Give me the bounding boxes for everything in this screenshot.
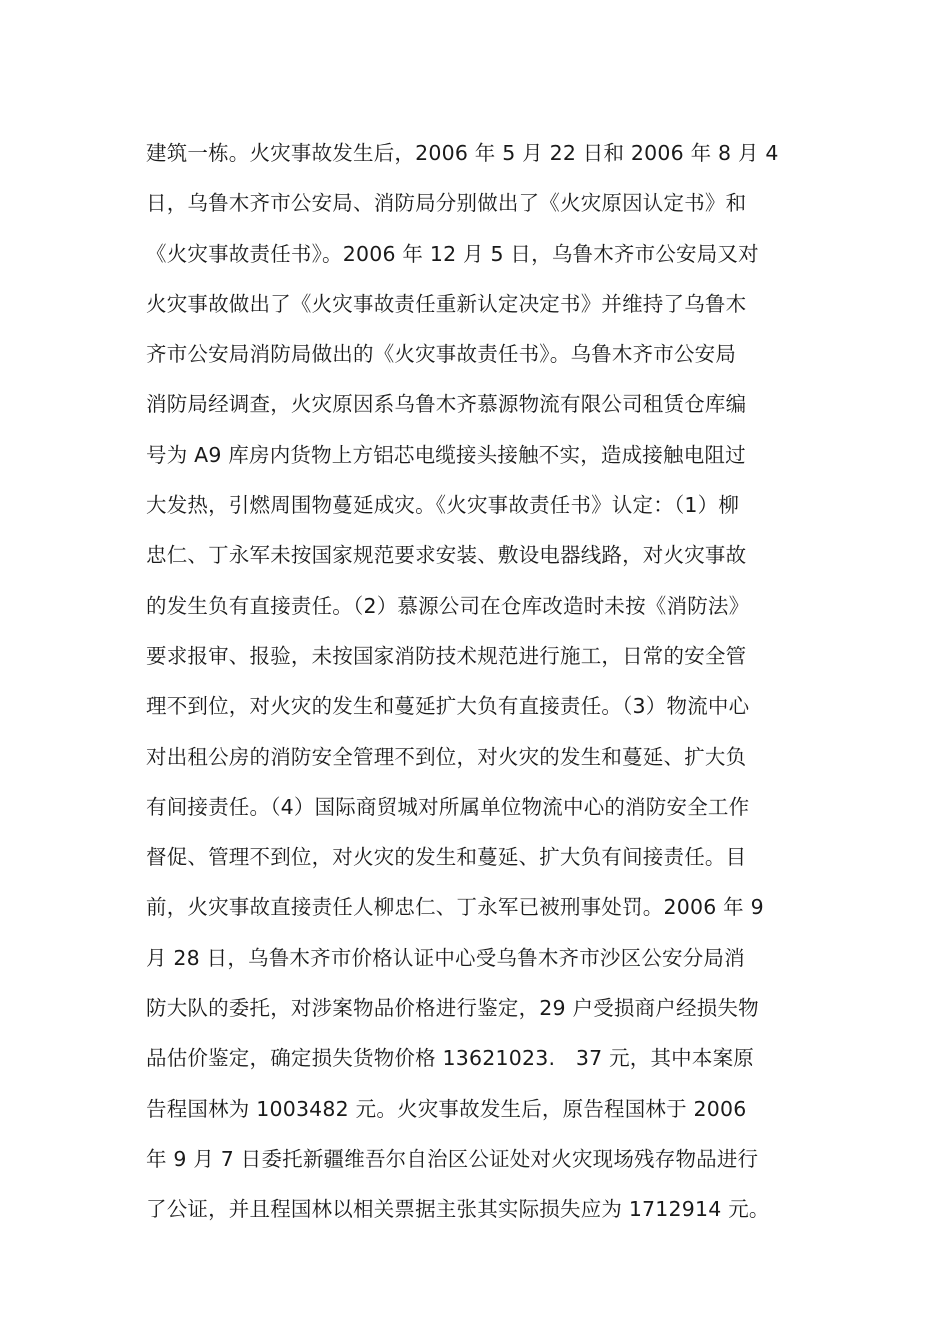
text-line: 火灾事故做出了《火灾事故责任重新认定决定书》并维持了乌鲁木: [146, 291, 747, 316]
text-line: 《火灾事故责任书》。2006 年 12 月 5 日，乌鲁木齐市公安局又对: [146, 241, 759, 266]
text-line: 忠仁、丁永军未按国家规范要求安装、敷设电器线路，对火灾事故: [146, 543, 747, 568]
text-line: 前，火灾事故直接责任人柳忠仁、丁永军已被刑事处罚。2006 年 9: [146, 895, 764, 920]
text-line: 告程国林为 1003482 元。火灾事故发生后，原告程国林于 2006: [146, 1096, 747, 1121]
text-line: 齐市公安局消防局做出的《火灾事故责任书》。乌鲁木齐市公安局: [146, 342, 737, 367]
text-line: 有间接责任。（4）国际商贸城对所属单位物流中心的消防安全工作: [146, 794, 750, 819]
text-line: 的发生负有直接责任。（2）慕源公司在仓库改造时未按《消防法》: [146, 593, 750, 618]
text-line: 要求报审、报验，未按国家消防技术规范进行施工，日常的安全管: [146, 643, 747, 668]
body-text: [146, 128, 826, 1235]
text-line: 消防局经调查，火灾原因系乌鲁木齐慕源物流有限公司租赁仓库编: [146, 392, 747, 417]
text-line: 了公证，并且程国林以相关票据主张其实际损失应为 1712914 元。: [146, 1197, 770, 1222]
text-line: 号为 A9 库房内货物上方铝芯电缆接头接触不实，造成接触电阻过: [146, 442, 746, 467]
text-line: 日，乌鲁木齐市公安局、消防局分别做出了《火灾原因认定书》和: [146, 191, 747, 216]
text-line: 月 28 日，乌鲁木齐市价格认证中心受乌鲁木齐市沙区公安分局消: [146, 945, 745, 970]
text-line: 年 9 月 7 日委托新疆维吾尔自治区公证处对火灾现场残存物品进行: [146, 1146, 759, 1171]
text-line: 理不到位，对火灾的发生和蔓延扩大负有直接责任。（3）物流中心: [146, 694, 750, 719]
text-line: 对出租公房的消防安全管理不到位，对火灾的发生和蔓延、扩大负: [146, 744, 747, 769]
text-line: 大发热，引燃周围物蔓延成灾。《火灾事故责任书》认定：（1）柳: [146, 493, 740, 518]
text-line: 防大队的委托，对涉案物品价格进行鉴定，29 户受损商户经损失物: [146, 996, 759, 1021]
text-line: 品估价鉴定，确定损失货物价格 13621023. 37 元，其中本案原: [146, 1046, 754, 1071]
text-line: 建筑一栋。火灾事故发生后，2006 年 5 月 22 日和 2006 年 8 月 4: [146, 141, 779, 165]
text-line: 督促、管理不到位，对火灾的发生和蔓延、扩大负有间接责任。目: [146, 845, 747, 870]
